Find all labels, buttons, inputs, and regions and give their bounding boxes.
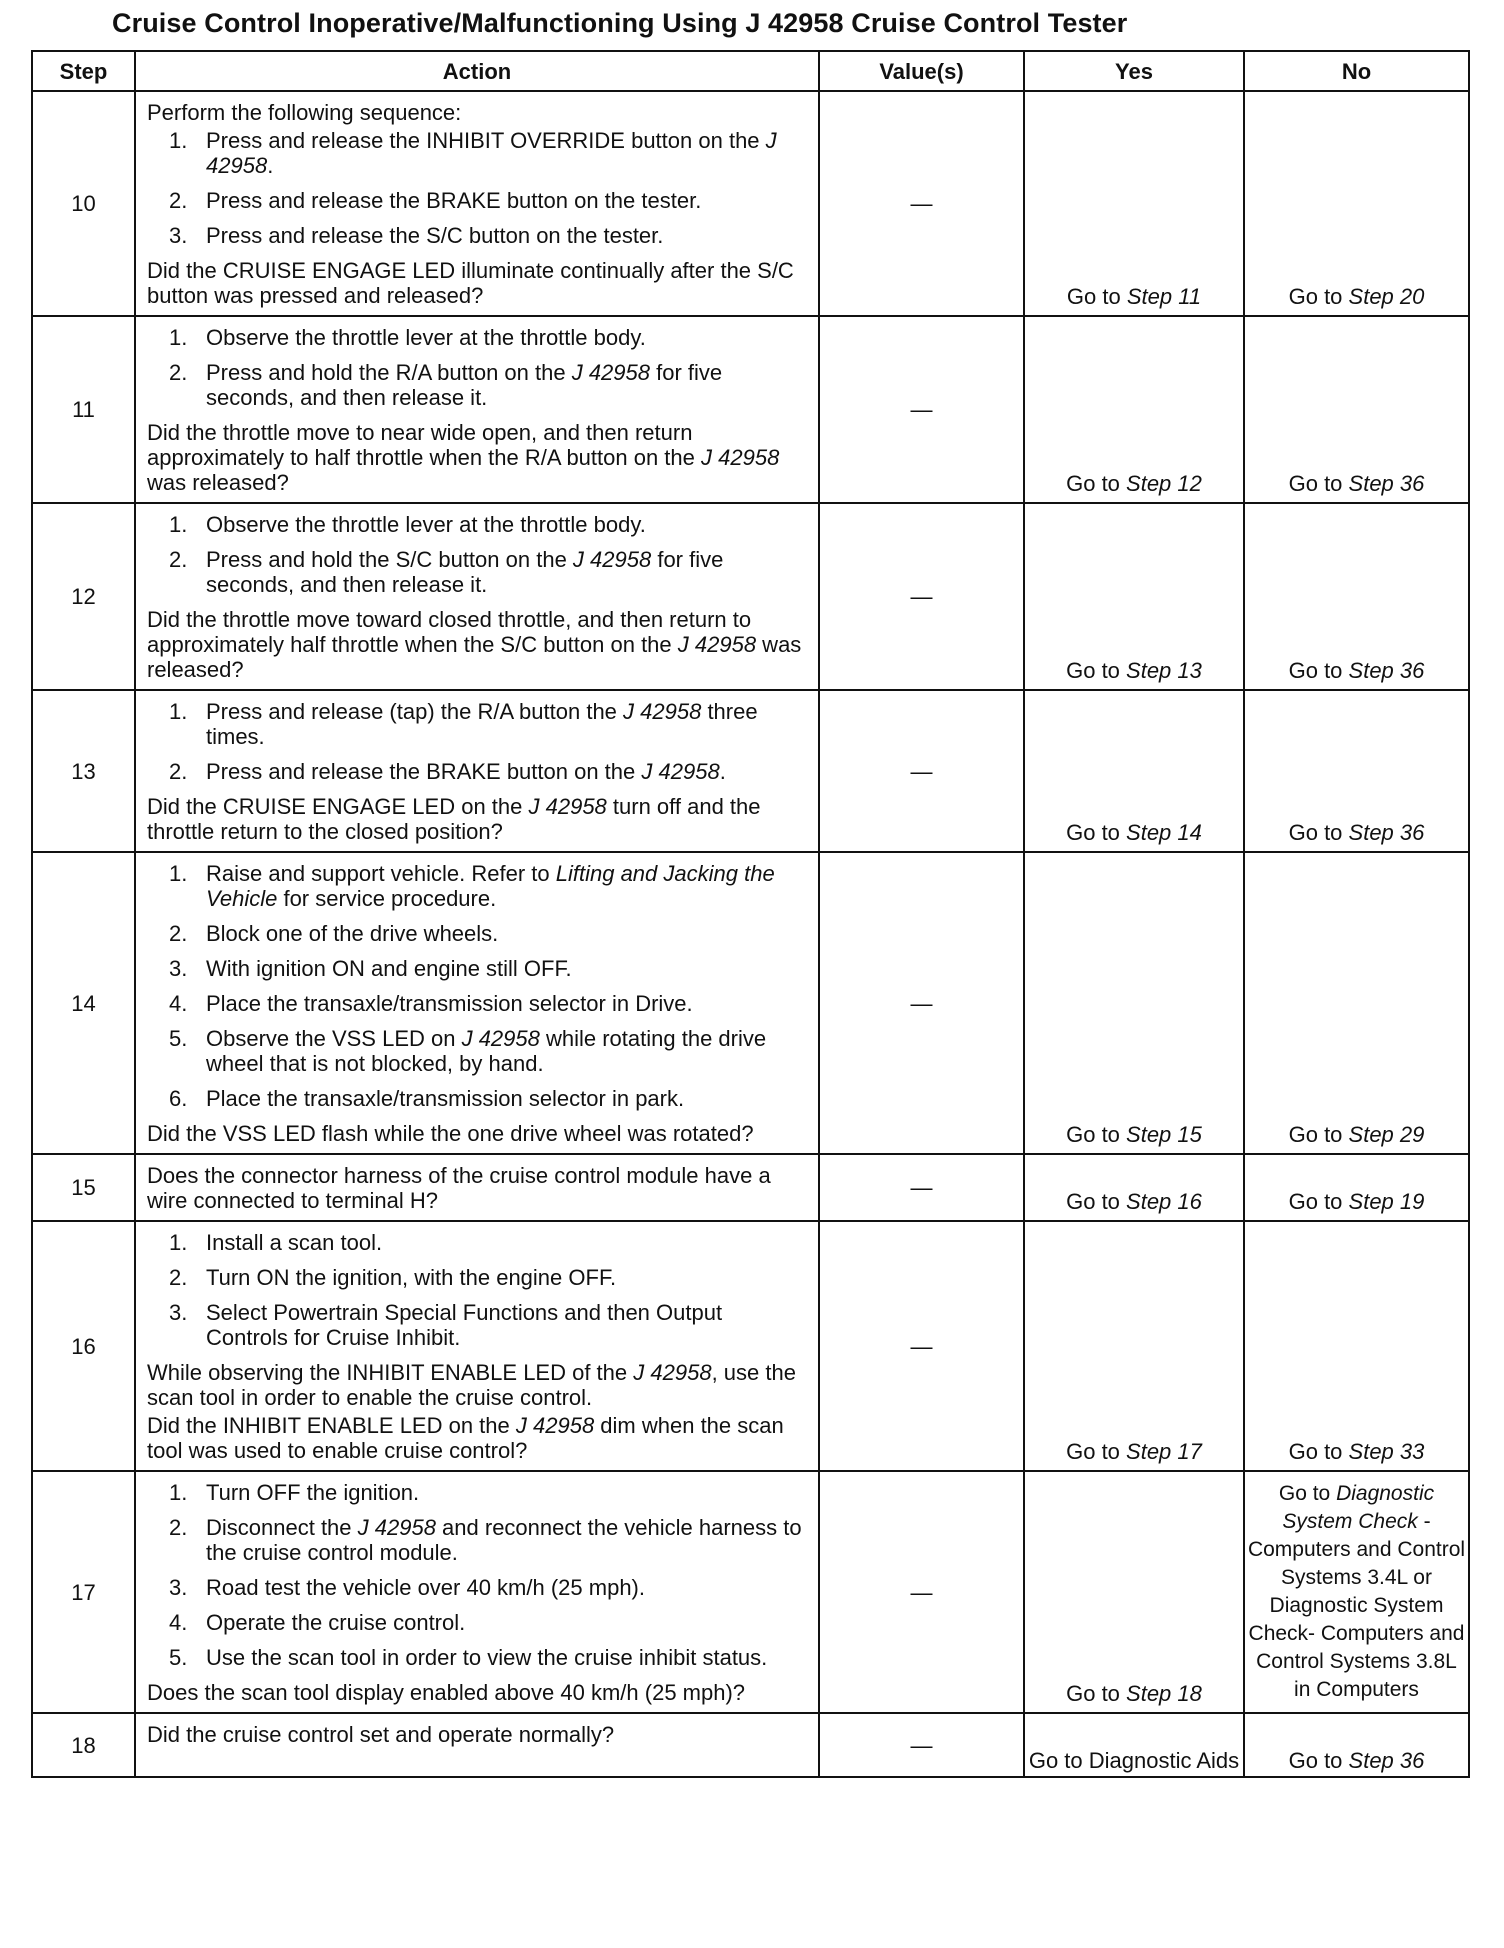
action-cell xyxy=(135,1713,819,1777)
list-item: 2. Disconnect the J 42958 and reconnect the vehicle harness to the cruise control module. xyxy=(169,1515,802,1565)
table-row xyxy=(32,1471,1469,1713)
list-item: 3. Press and release the S/C button on the tester. xyxy=(169,223,664,248)
action-question: Did the throttle move toward closed throttle, and then return to approximately half throttle when the S/C button on the J 42958 was released? xyxy=(147,607,802,682)
no-cell: Go to Step 20 xyxy=(1244,91,1469,316)
list-item: 1. Press and release the INHIBIT OVERRIDE button on the J 42958. xyxy=(169,128,777,178)
yes-cell: Go to Step 16 xyxy=(1024,1154,1244,1221)
list-item: 5. Use the scan tool in order to view the cruise inhibit status. xyxy=(169,1645,768,1670)
action-question: Did the cruise control set and operate normally? xyxy=(147,1722,615,1747)
action-cell xyxy=(135,852,819,1154)
list-item: 3. With ignition ON and engine still OFF. xyxy=(169,956,572,981)
action-intro: Perform the following sequence: xyxy=(147,100,462,125)
action-question: Did the VSS LED flash while the one drive wheel was rotated? xyxy=(147,1121,754,1146)
table-row xyxy=(32,1154,1469,1221)
action-question: Does the scan tool display enabled above 40 km/h (25 mph)? xyxy=(147,1680,746,1705)
list-item: 1. Raise and support vehicle. Refer to Lifting and Jacking the Vehicle for service procedure. xyxy=(169,861,775,911)
value-cell: — xyxy=(819,503,1024,690)
step-number: 16 xyxy=(32,1221,135,1471)
action-instruction: While observing the INHIBIT ENABLE LED of the J 42958, use the scan tool in order to enable the cruise control. xyxy=(147,1360,796,1410)
action-cell xyxy=(135,316,819,503)
action-steps xyxy=(147,128,806,248)
no-cell: Go to Step 36 xyxy=(1244,1713,1469,1777)
yes-cell: Go to Step 12 xyxy=(1024,316,1244,503)
table-row xyxy=(32,1713,1469,1777)
no-cell: Go to Diagnostic System Check - Computers and Control Systems 3.4L or Diagnostic System Check- Computers and Control Systems 3.8L in Computers xyxy=(1244,1471,1469,1713)
list-item: 4. Operate the cruise control. xyxy=(169,1610,466,1635)
action-steps xyxy=(147,861,806,1111)
table-row xyxy=(32,852,1469,1154)
list-item: 1. Press and release (tap) the R/A button the J 42958 three times. xyxy=(169,699,758,749)
header-step: Step xyxy=(32,51,135,91)
yes-cell: Go to Step 18 xyxy=(1024,1471,1244,1713)
action-cell xyxy=(135,503,819,690)
table-row xyxy=(32,690,1469,852)
action-cell xyxy=(135,1471,819,1713)
no-cell: Go to Step 36 xyxy=(1244,690,1469,852)
value-cell: — xyxy=(819,690,1024,852)
step-number: 12 xyxy=(32,503,135,690)
list-item: 2. Press and hold the S/C button on the J 42958 for five seconds, and then release it. xyxy=(169,547,724,597)
action-cell xyxy=(135,690,819,852)
step-number: 17 xyxy=(32,1471,135,1713)
list-item: 3. Select Powertrain Special Functions and then Output Controls for Cruise Inhibit. xyxy=(169,1300,723,1350)
table-row xyxy=(32,91,1469,316)
action-question: Does the connector harness of the cruise control module have a wire connected to terminal H? xyxy=(147,1163,771,1213)
value-cell: — xyxy=(819,91,1024,316)
yes-cell: Go to Step 15 xyxy=(1024,852,1244,1154)
list-item: 3. Road test the vehicle over 40 km/h (25 mph). xyxy=(169,1575,645,1600)
action-steps xyxy=(147,699,806,784)
value-cell: — xyxy=(819,316,1024,503)
list-item: 1. Install a scan tool. xyxy=(169,1230,383,1255)
value-cell: — xyxy=(819,1221,1024,1471)
no-cell: Go to Step 19 xyxy=(1244,1154,1469,1221)
action-steps xyxy=(147,325,806,410)
value-cell: — xyxy=(819,1471,1024,1713)
list-item: 4. Place the transaxle/transmission selector in Drive. xyxy=(169,991,693,1016)
header-values: Value(s) xyxy=(819,51,1024,91)
step-number: 13 xyxy=(32,690,135,852)
step-number: 14 xyxy=(32,852,135,1154)
list-item: 6. Place the transaxle/transmission selector in park. xyxy=(169,1086,685,1111)
action-steps xyxy=(147,512,806,597)
yes-cell: Go to Step 13 xyxy=(1024,503,1244,690)
value-cell: — xyxy=(819,852,1024,1154)
yes-cell: Go to Step 17 xyxy=(1024,1221,1244,1471)
action-cell xyxy=(135,1221,819,1471)
value-cell: — xyxy=(819,1154,1024,1221)
yes-cell: Go to Step 14 xyxy=(1024,690,1244,852)
header-yes: Yes xyxy=(1024,51,1244,91)
table-row xyxy=(32,316,1469,503)
table-row xyxy=(32,503,1469,690)
action-question: Did the INHIBIT ENABLE LED on the J 42958 dim when the scan tool was used to enable cruise control? xyxy=(147,1413,784,1463)
value-cell: — xyxy=(819,1713,1024,1777)
no-cell: Go to Step 36 xyxy=(1244,316,1469,503)
list-item: 1. Observe the throttle lever at the throttle body. xyxy=(169,325,646,350)
yes-cell: Go to Diagnostic Aids xyxy=(1024,1713,1244,1777)
no-cell: Go to Step 36 xyxy=(1244,503,1469,690)
action-steps xyxy=(147,1230,806,1350)
step-number: 18 xyxy=(32,1713,135,1777)
list-item: 1. Turn OFF the ignition. xyxy=(169,1480,420,1505)
step-number: 15 xyxy=(32,1154,135,1221)
list-item: 2. Press and hold the R/A button on the J 42958 for five seconds, and then release it. xyxy=(169,360,723,410)
action-question: Did the throttle move to near wide open, and then return approximately to half throttle when the R/A button on the J 42958 was released? xyxy=(147,420,780,495)
list-item: 5. Observe the VSS LED on J 42958 while rotating the drive wheel that is not blocked, by hand. xyxy=(169,1026,767,1076)
list-item: 1. Observe the throttle lever at the throttle body. xyxy=(169,512,646,537)
action-cell xyxy=(135,91,819,316)
no-cell: Go to Step 29 xyxy=(1244,852,1469,1154)
action-cell xyxy=(135,1154,819,1221)
action-question: Did the CRUISE ENGAGE LED illuminate continually after the S/C button was pressed and released? xyxy=(147,258,794,308)
header-action: Action xyxy=(135,51,819,91)
no-cell: Go to Step 33 xyxy=(1244,1221,1469,1471)
diagnostic-table xyxy=(31,50,1470,1778)
step-number: 10 xyxy=(32,91,135,316)
page-title: Cruise Control Inoperative/Malfunctioning Using J 42958 Cruise Control Tester xyxy=(112,8,1128,38)
list-item: 2. Turn ON the ignition, with the engine OFF. xyxy=(169,1265,617,1290)
step-number: 11 xyxy=(32,316,135,503)
list-item: 2. Press and release the BRAKE button on the J 42958. xyxy=(169,759,726,784)
table-header-row xyxy=(32,51,1469,91)
table-row xyxy=(32,1221,1469,1471)
action-question: Did the CRUISE ENGAGE LED on the J 42958 turn off and the throttle return to the closed position? xyxy=(147,794,761,844)
list-item: 2. Block one of the drive wheels. xyxy=(169,921,499,946)
yes-cell: Go to Step 11 xyxy=(1024,91,1244,316)
action-steps xyxy=(147,1480,806,1670)
list-item: 2. Press and release the BRAKE button on the tester. xyxy=(169,188,702,213)
header-no: No xyxy=(1244,51,1469,91)
